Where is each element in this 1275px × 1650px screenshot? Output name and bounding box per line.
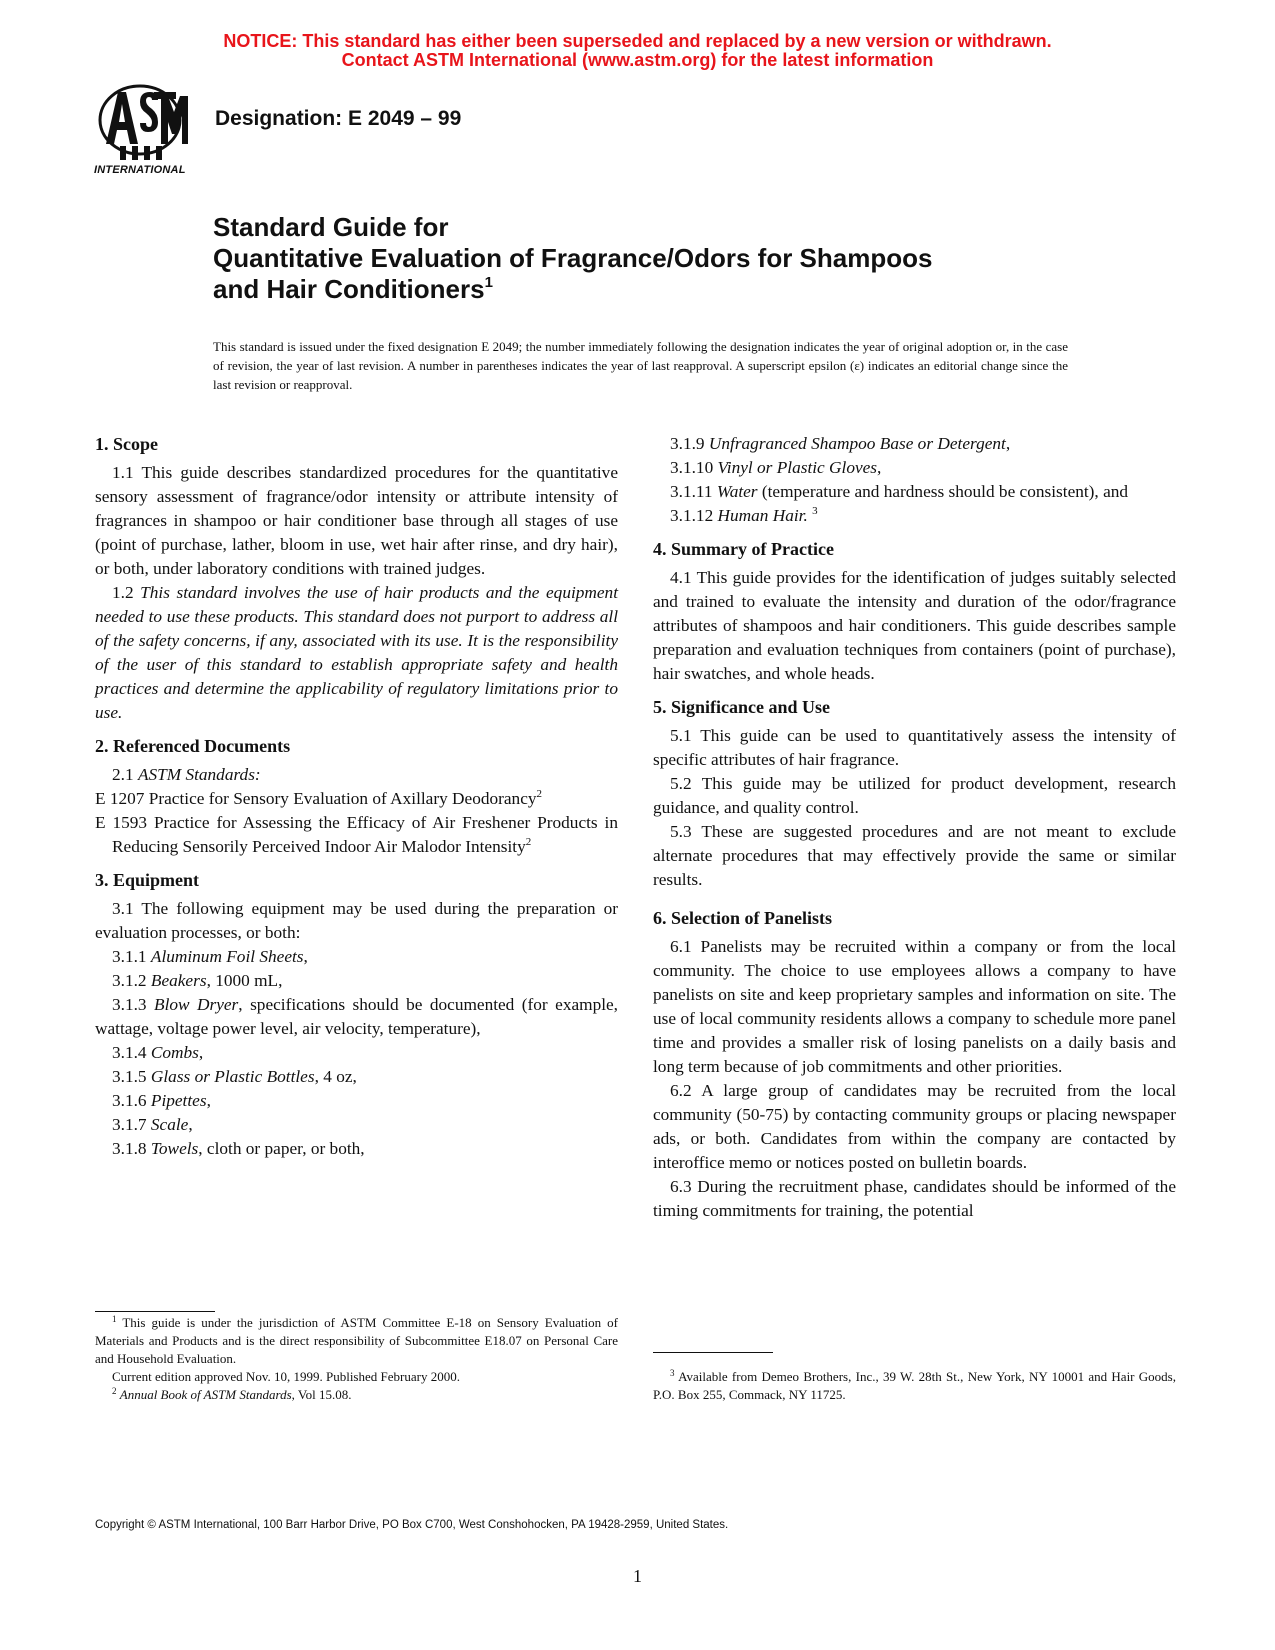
footnote-1-edition: Current edition approved Nov. 10, 1999. Published February 2000. bbox=[112, 1369, 460, 1384]
paragraph-3-1: 3.1 The following equipment may be used during the preparation or evaluation processes, or both: bbox=[95, 899, 618, 942]
paragraph-6-2: 6.2 A large group of candidates may be recruited from the local community (50-75) by contacting community groups or placing newspaper ads, or both. Candidates from within the company are contacted by interoffice memo or notices posted on bulletin boards. bbox=[653, 1081, 1176, 1172]
paragraph-4-1: 4.1 This guide provides for the identification of judges suitably selected and trained to evaluate the intensity and duration of the odor/fragrance attributes of shampoos and hair conditioners. This guide describes sample preparation and evaluation techniques from containers (point of purchase), hair swatches, and whole heads. bbox=[653, 568, 1176, 683]
footnote-3: $^3$ Available from Demeo Brothers, Inc., 39 W. 28th St., New York, NY 10001 and Hair Goods, P.O. Box 255, Commack, NY 11725. bbox=[653, 1368, 1176, 1402]
section-heading-referenced: 2. Referenced Documents bbox=[95, 736, 291, 756]
astm-logo-icon bbox=[92, 82, 202, 180]
document-title bbox=[213, 212, 1113, 305]
section-heading-scope: 1. Scope bbox=[95, 434, 158, 454]
designation: Designation: E 2049 – 99 bbox=[215, 107, 462, 130]
footnotes-left bbox=[95, 1314, 618, 1404]
title-line-1: Standard Guide for bbox=[213, 212, 449, 242]
left-column bbox=[95, 432, 618, 1161]
paragraph-6-3: 6.3 During the recruitment phase, candidates should be informed of the timing commitments for training, the potential bbox=[653, 1177, 1176, 1220]
paragraph-5-3: 5.3 These are suggested procedures and are not meant to exclude alternate procedures that may effectively provide the same or similar results. bbox=[653, 822, 1176, 889]
paragraph-2-1: 2.1 ASTM Standards: bbox=[112, 765, 261, 784]
title-footnote-mark: 1 bbox=[484, 274, 493, 291]
paragraph-1-2: 1.2 This standard involves the use of hair products and the equipment needed to use these products. This standard does not purport to address all of the safety concerns, if any, associated with its use. It is the responsibility of the user of this standard to establish appropriate safety and health practices and determine the applicability of regulatory limitations prior to use. bbox=[95, 583, 618, 722]
footnote-1: $^1$ This guide is under the jurisdiction of ASTM Committee E-18 on Sensory Evaluation of Materials and Products and is the direct responsibility of Subcommittee E18.07 on Personal Care and Household Evaluation. bbox=[95, 1314, 618, 1366]
issuance-statement: This standard is issued under the fixed designation E 2049; the number immediately following the designation indicates the year of original adoption or, in the case of revision, the year of last revision. A number in parentheses indicates the year of last reapproval. A superscript epsilon (ε) indicates an editorial change since the last revision or reapproval. bbox=[213, 339, 1068, 392]
footnote-rule-left bbox=[95, 1311, 215, 1312]
equipment-item: 3.1.6 Pipettes, bbox=[112, 1091, 211, 1110]
equipment-item: 3.1.1 Aluminum Foil Sheets, bbox=[112, 947, 308, 966]
footnote-rule-right bbox=[653, 1352, 773, 1353]
title-line-3: and Hair Conditioners bbox=[213, 274, 485, 304]
logo-wordmark: INTERNATIONAL bbox=[94, 164, 186, 176]
notice-line-1: NOTICE: This standard has either been superseded and replaced by a new version or withdrawn. bbox=[223, 31, 1052, 51]
safety-caveat: This standard involves the use of hair products and the equipment needed to use these products. This standard does not purport to address all of the safety concerns, if any, associated with its use. It is the responsibility of the user of this standard to establish appropriate safety and health practices and determine the applicability of regulatory limitations prior to use. bbox=[95, 583, 618, 722]
equipment-item: 3.1.11 Water (temperature and hardness should be consistent), and bbox=[670, 482, 1129, 501]
equipment-item: 3.1.10 Vinyl or Plastic Gloves, bbox=[670, 458, 882, 477]
withdrawal-notice bbox=[0, 32, 1275, 70]
section-heading-significance: 5. Significance and Use bbox=[653, 697, 831, 717]
paragraph-5-1: 5.1 This guide can be used to quantitatively assess the intensity of specific attributes of hair fragrance. bbox=[653, 726, 1176, 769]
equipment-item: 3.1.2 Beakers, 1000 mL, bbox=[112, 971, 283, 990]
section-heading-panelists: 6. Selection of Panelists bbox=[653, 908, 832, 928]
title-line-2: Quantitative Evaluation of Fragrance/Odors for Shampoos bbox=[213, 243, 933, 273]
equipment-item: 3.1.5 Glass or Plastic Bottles, 4 oz, bbox=[112, 1067, 357, 1086]
equipment-item: 3.1.3 Blow Dryer, specifications should be documented (for example, wattage, voltage power level, air velocity, temperature), bbox=[95, 995, 619, 1038]
footnote-2: $^2$ Annual Book of ASTM Standards, Vol 15.08. bbox=[112, 1386, 352, 1402]
section-heading-summary: 4. Summary of Practice bbox=[653, 539, 834, 559]
footnotes-right bbox=[653, 1368, 1176, 1404]
copyright-line: Copyright © ASTM International, 100 Barr Harbor Drive, PO Box C700, West Conshohocken, PA 19428-2959, United States. bbox=[95, 1519, 729, 1531]
section-heading-equipment: 3. Equipment bbox=[95, 870, 200, 890]
right-column bbox=[653, 432, 1176, 1223]
equipment-item: 3.1.12 Human Hair. $^3$ bbox=[670, 505, 818, 525]
paragraph-1-1: 1.1 This guide describes standardized procedures for the quantitative sensory assessment of fragrance/odor intensity or attribute intensity of fragrances in shampoo or hair conditioner base through all stages of use (point of purchase, lather, bloom in use, wet hair after rinse, and dry hair), or both, under laboratory conditions with trained judges. bbox=[95, 463, 618, 578]
equipment-item: 3.1.8 Towels, cloth or paper, or both, bbox=[112, 1139, 365, 1158]
reference-e1593: E 1593 Practice for Assessing the Efficacy of Air Freshener Products in Reducing Sensorily Perceived Indoor Air Malodor Intensity$^2$ bbox=[95, 813, 618, 856]
page-number: 1 bbox=[633, 1566, 642, 1586]
equipment-item: 3.1.4 Combs, bbox=[112, 1043, 204, 1062]
paragraph-5-2: 5.2 This guide may be utilized for product development, research guidance, and quality control. bbox=[653, 774, 1176, 817]
equipment-item: 3.1.7 Scale, bbox=[112, 1115, 193, 1134]
paragraph-6-1: 6.1 Panelists may be recruited within a company or from the local community. The choice to use employees allows a company to have panelists on site and keep proprietary samples and information on site. The use of local community residents allows a company to schedule more panel time and provides a smaller risk of losing panelists on a daily basis and long term because of job commitments and other priorities. bbox=[653, 937, 1176, 1076]
reference-e1207: E 1207 Practice for Sensory Evaluation of Axillary Deodorancy$^2$ bbox=[95, 788, 543, 808]
notice-line-2: Contact ASTM International (www.astm.org) for the latest information bbox=[341, 50, 934, 70]
equipment-item: 3.1.9 Unfragranced Shampoo Base or Detergent, bbox=[670, 434, 1011, 453]
